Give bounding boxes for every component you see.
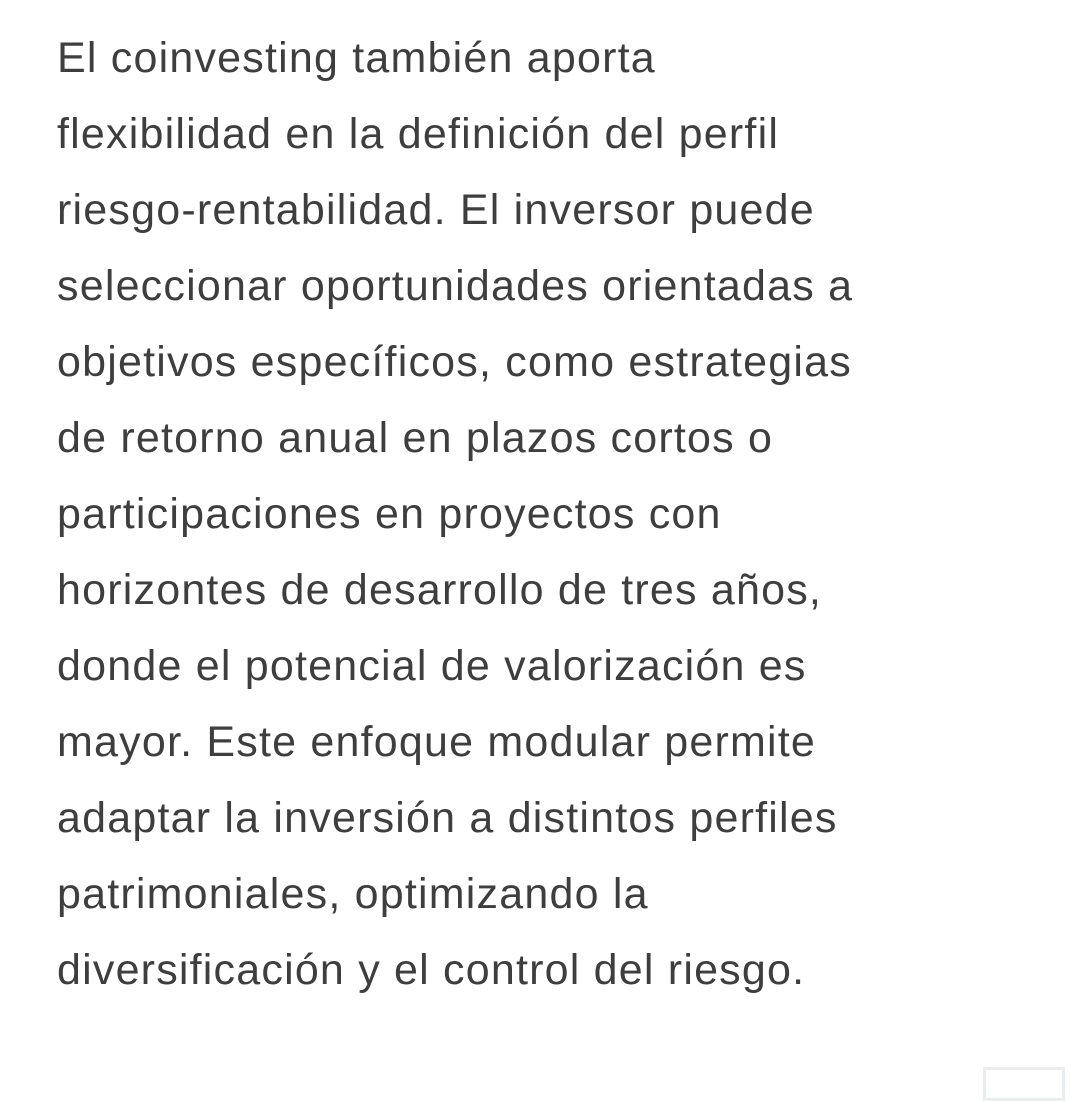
paragraph-line: horizontes de desarrollo de tres años, bbox=[57, 566, 823, 614]
paragraph-line: objetivos específicos, como estrategias bbox=[57, 338, 852, 386]
paragraph-line: riesgo-rentabilidad. El inversor puede bbox=[57, 186, 815, 234]
paragraph-line: de retorno anual en plazos cortos o bbox=[57, 414, 774, 462]
paragraph-line: adaptar la inversión a distintos perfiles bbox=[57, 794, 838, 842]
paragraph-line: participaciones en proyectos con bbox=[57, 490, 722, 538]
paragraph-line: flexibilidad en la definición del perfil bbox=[57, 110, 780, 158]
paragraph-line: mayor. Este enfoque modular permite bbox=[57, 718, 817, 766]
paragraph bbox=[57, 20, 1037, 1008]
paragraph-line: diversificación y el control del riesgo. bbox=[57, 946, 806, 994]
scroll-top-button[interactable] bbox=[983, 1067, 1065, 1101]
paragraph-line: patrimoniales, optimizando la bbox=[57, 870, 649, 918]
paragraph-line: seleccionar oportunidades orientadas a bbox=[57, 262, 854, 310]
paragraph-line: El coinvesting también aporta bbox=[57, 34, 656, 82]
paragraph-line: donde el potencial de valorización es bbox=[57, 642, 807, 690]
